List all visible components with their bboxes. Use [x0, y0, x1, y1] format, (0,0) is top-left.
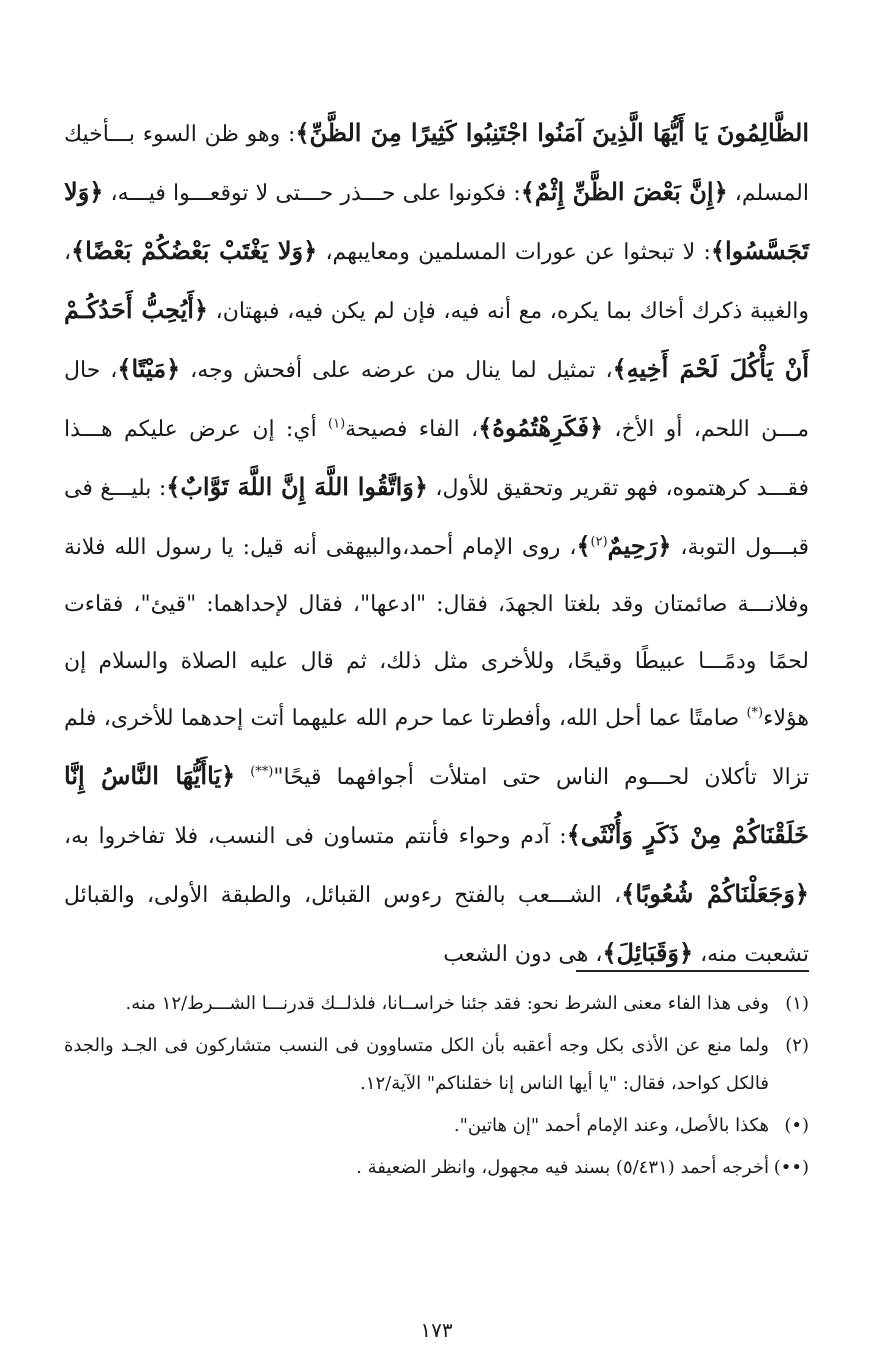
footnote-3: [64, 1107, 809, 1145]
commentary-text: صامتًا عما أحل الله، وأفطرتا عما حرم الله عليهما أتت إحدهما للأخرى، فلم تزالا تأكلان لحـــوم الناس حتى امتلأت أجوافهما قيحًا": [64, 706, 810, 790]
commentary-text: ، حال مـــن اللحم، أو الأخ،: [64, 358, 810, 442]
commentary-text: ، الفاء فصيحة: [345, 417, 479, 442]
footnote-separator: [576, 970, 809, 972]
quran-verse: ﴿فَكَرِهْتُمُوهُ﴾: [478, 413, 604, 442]
footnote-marker: (٢): [785, 1035, 809, 1056]
footnote-reference: (**): [250, 764, 274, 780]
footnotes: [64, 985, 809, 1191]
quran-verse: ﴿وَلا يَغْتَبْ بَعْضُكُمْ بَعْضًا﴾: [71, 236, 318, 265]
commentary-text: ، والغيبة ذكرك أخاك بما يكره، مع أنه فيه، فإن لم يكن فيه، فبهتان،: [64, 240, 810, 324]
footnote-reference: (١): [328, 416, 346, 432]
commentary-text: ، الشـــعب بالفتح رءوس القبائل، والطبقة الأولى، والقبائل تشعبت منه،: [64, 883, 809, 967]
commentary-text: : آدم وحواء فأنتم متساون فى النسب، فلا تفاخروا به،: [64, 824, 567, 849]
quran-verse: ﴿يَاأَيُّهَا النَّاسُ إِنَّا خَلَقْنَاكُمْ مِنْ ذَكَرٍ وَأُنْثَى﴾: [64, 761, 809, 849]
footnote-marker: (•): [784, 1115, 809, 1136]
page-content: [64, 104, 809, 983]
main-paragraph: [64, 104, 809, 983]
footnote-2: [64, 1027, 809, 1103]
quran-verse: ﴿إِنَّ بَعْضَ الظَّنِّ إِثْمٌ﴾: [520, 177, 728, 206]
footnote-4: [64, 1149, 809, 1187]
footnote-reference: (*): [746, 705, 764, 721]
quran-verse: ﴿وَلا تَجَسَّسُوا﴾: [64, 177, 809, 265]
page-number: ١٧٣: [420, 1318, 453, 1342]
footnote-reference: (٢): [590, 534, 608, 550]
commentary-text: : وهو ظن السوء بـــأخيك المسلم،: [64, 122, 809, 206]
commentary-text: أي: إن عرض عليكم هـــذا فقـــد كرهتموه، فهو تقرير وتحقيق للأول،: [64, 417, 809, 501]
quran-verse: ﴾: [576, 531, 591, 560]
quran-verse: الظَّالِمُونَ يَا أَيُّهَا الَّذِينَ آمَنُوا اجْتَنِبُوا كَثِيرًا مِنَ الظَّنِّ﴾: [295, 118, 809, 147]
footnote-1: [64, 985, 809, 1023]
footnote-text: أخرجه أحمد (٥/٤٣١) بسند فيه مجهول، وانظر الضعيفة .: [356, 1157, 769, 1178]
quran-verse: ﴿أَيُحِبُّ أَحَدُكُـمْ أَنْ يَأْكُلَ لَحْمَ أَخِيهِ﴾: [64, 295, 809, 383]
commentary-text: : فكونوا على حـــذر حـــتى لا توقعـــوا فيـــه،: [103, 181, 521, 206]
commentary-text: : لا تبحثوا عن عورات المسلمين ومعايبهم،: [317, 240, 711, 265]
commentary-text: [235, 765, 250, 790]
quran-verse: ﴿وَجَعَلْنَاكُمْ شُعُوبًا﴾: [621, 879, 809, 908]
footnote-text: وفى هذا الفاء معنى الشرط نحو: فقد جئنا خراســانا، فلذلــك قدرنـــا الشـــرط/١٢ منه.: [125, 993, 769, 1014]
footnote-text: هكذا بالأصل، وعند الإمام أحمد "إن هاتين".: [453, 1115, 769, 1136]
commentary-text: : بليـــغ فى قبـــول التوبة،: [64, 476, 810, 560]
quran-verse: ﴿وَقَبَائِلَ﴾: [602, 938, 694, 967]
commentary-text: ، تمثيل لما ينال من عرضه على أفحش وجه،: [180, 358, 613, 383]
footnote-marker: (••): [773, 1157, 809, 1178]
footnote-text: ولما منع عن الأذى بكل وجه أعقبه بأن الكل متساوون فى النسب متشاركون فى الجـد والجدة فالكل كواحد، فقال: "يا أيها الناس إنا خقلناكم" الآية/١٢.: [64, 1035, 769, 1094]
commentary-text: ، روى الإمام أحمد،والبيهقى أنه قيل: يا رسول الله فلانة وفلانـــة صائمتان وقد بلغتا الجهدَ، فقال: "ادعها"، فقال لإحداهما: "قيئ"، فقاءت لحمًا ودمًـــا عبيطًا وقيحًا، وللأخرى مثل ذلك، ثم قال عليه الصلاة والسلام إن هؤلاء: [64, 535, 809, 731]
commentary-text: ، هى دون الشعب: [443, 942, 603, 967]
quran-verse: ﴿وَاتَّقُوا اللَّهَ إِنَّ اللَّهَ تَوَّابٌ﴾: [166, 472, 428, 501]
footnote-marker: (١): [785, 993, 809, 1014]
quran-verse: ﴿مَيْتًا﴾: [117, 354, 181, 383]
quran-verse: ﴿رَحِيمٌ: [607, 531, 672, 560]
